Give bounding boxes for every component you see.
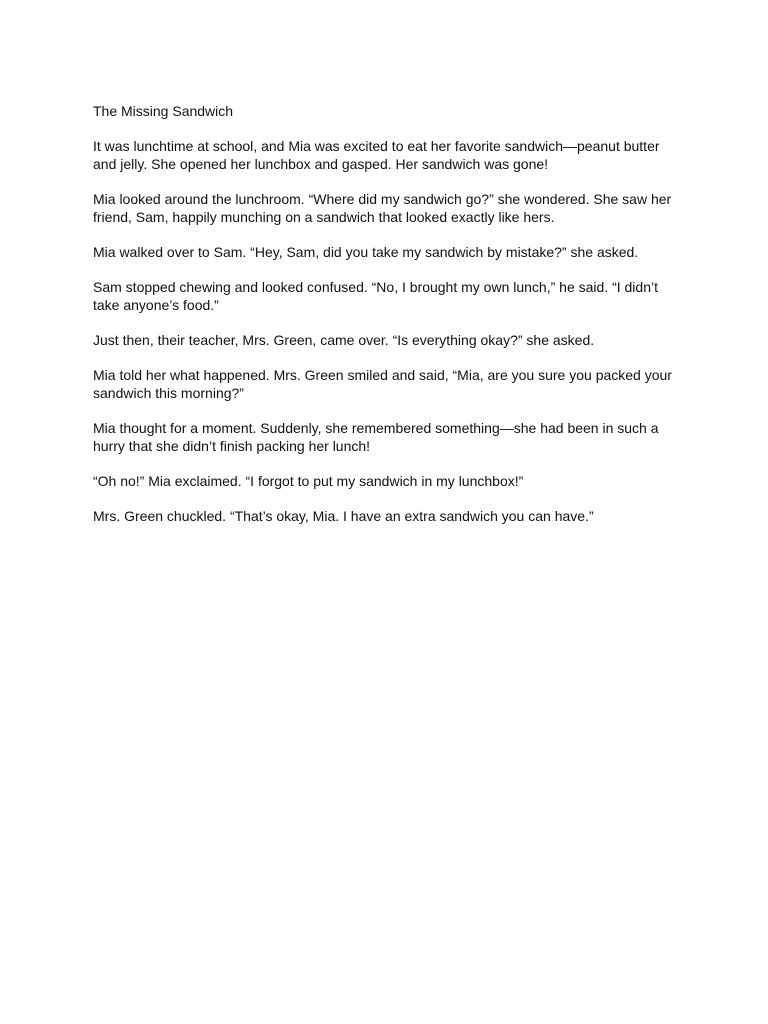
paragraph-7: Mia thought for a moment. Suddenly, she remembered something—she had been in such a hurry that she didn’t finish packing her lunch! bbox=[93, 420, 659, 454]
paragraph-8: “Oh no!” Mia exclaimed. “I forgot to put my sandwich in my lunchbox!” bbox=[93, 473, 524, 489]
paragraph-3: Mia walked over to Sam. “Hey, Sam, did you take my sandwich by mistake?” she asked. bbox=[93, 244, 639, 260]
paragraph-6: Mia told her what happened. Mrs. Green smiled and said, “Mia, are you sure you packed your sandwich this morning?” bbox=[93, 367, 672, 401]
paragraph-9: Mrs. Green chuckled. “That’s okay, Mia. I have an extra sandwich you can have.” bbox=[93, 508, 594, 524]
paragraph-5: Just then, their teacher, Mrs. Green, came over. “Is everything okay?” she asked. bbox=[93, 332, 595, 348]
paragraph-1: It was lunchtime at school, and Mia was excited to eat her favorite sandwich—peanut butter and jelly. She opened her lunchbox and gasped. Her sandwich was gone! bbox=[93, 138, 660, 172]
paragraph-2: Mia looked around the lunchroom. “Where did my sandwich go?” she wondered. She saw her friend, Sam, happily munching on a sandwich that looked exactly like hers. bbox=[93, 191, 672, 225]
document-body bbox=[93, 102, 683, 542]
paragraph-4: Sam stopped chewing and looked confused. “No, I brought my own lunch,” he said. “I didn’t take anyone’s food.” bbox=[93, 279, 658, 313]
document-title: The Missing Sandwich bbox=[93, 103, 234, 119]
